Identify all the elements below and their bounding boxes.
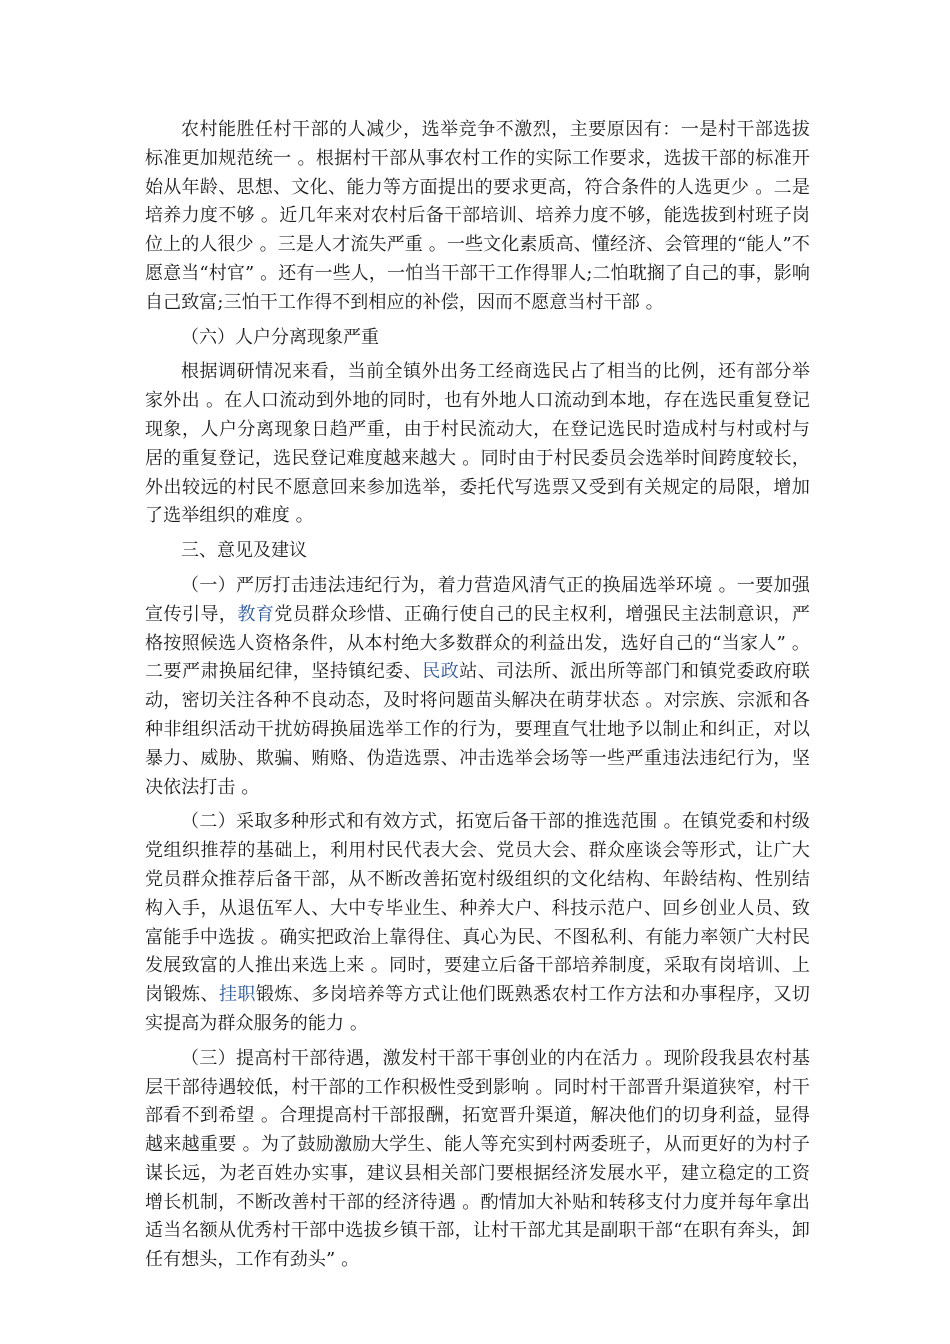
paragraph-3-text-b: 党员群众珍惜、正确行使自己的民主权利，增强民主法制意识，严格按照候选人资格条件，从本村绝大多数群众的利益出发，选好自己的“当家人” 。二要严肃换届纪律，坚持镇纪委、 xyxy=(145,603,810,683)
section-heading-6 xyxy=(145,324,810,353)
link-jiaoyu[interactable]: 教育 xyxy=(237,603,275,625)
link-minzheng[interactable]: 民政 xyxy=(422,661,460,683)
paragraph-3-text-c: 站、司法所、派出所等部门和镇党委政府联动，密切关注各种不良动态，及时将问题苗头解决在萌芽状态 。对宗族、宗派和各种非组织活动干扰妨碍换届选举工作的行为，要理直气壮地予以制止和纠正，对以暴力、威胁、欺骗、贿赂、伪造选票、冲击选举会场等一些严重违法违纪行为，坚决依法打击 。 xyxy=(145,661,811,798)
paragraph-5 xyxy=(145,1045,810,1275)
section-heading-3-text: 三、意见及建议 xyxy=(181,540,307,562)
paragraph-1 xyxy=(145,116,810,318)
paragraph-2-text: 根据调研情况来看，当前全镇外出务工经商选民占了相当的比例，还有部分举家外出 。在人口流动到外地的同时，也有外地人口流动到本地，存在选民重复登记现象，人户分离现象日趋严重，由于村民流动大，在登记选民时造成村与村或村与居的重复登记，选民登记难度越来越大 。同时由于村民委员会选举时间跨度较长，外出较远的村民不愿意回来参加选举，委托代写选票又受到有关规定的局限，增加了选举组织的难度 。 xyxy=(145,361,810,527)
section-heading-6-text: （六）人户分离现象严重 xyxy=(181,326,379,348)
paragraph-4-text-b: 锻炼、多岗培养等方式让他们既熟悉农村工作方法和办事程序，又切实提高为群众服务的能力 。 xyxy=(145,984,810,1034)
paragraph-3 xyxy=(145,572,810,802)
link-guazhi[interactable]: 挂职 xyxy=(218,984,256,1006)
paragraph-2 xyxy=(145,358,810,531)
document-page xyxy=(145,116,810,1281)
paragraph-1-text: 农村能胜任村干部的人减少，选举竞争不激烈，主要原因有：一是村干部选拔标准更加规范统一 。根据村干部从事农村工作的实际工作要求，选拔干部的标准开始从年龄、思想、文化、能力等方面提出的要求更高，符合条件的人选更少 。二是培养力度不够 。近几年来对农村后备干部培训、培养力度不够，能选拔到村班子岗位上的人很少 。三是人才流失严重 。一些文化素质高、懂经济、会管理的“能人”不愿意当“村官” 。还有一些人，一怕当干部干工作得罪人;二怕耽搁了自己的事，影响自己致富;三怕干工作得不到相应的补偿，因而不愿意当村干部 。 xyxy=(145,119,810,313)
paragraph-3-text-a: （一）严厉打击违法违纪行为，着力营造风清气正的换届选举环境 。一要加强宣传引导， xyxy=(145,574,810,625)
paragraph-5-text: （三）提高村干部待遇，激发村干部干事创业的内在活力 。现阶段我县农村基层干部待遇较低，村干部的工作积极性受到影响 。同时村干部晋升渠道狭窄，村干部看不到希望 。合理提高村干部报酬，拓宽晋升渠道，解决他们的切身利益，显得越来越重要 。为了鼓励激励大学生、能人等充实到村两委班子，从而更好的为村子谋长远，为老百姓办实事，建议县相关部门要根据经济发展水平，建立稳定的工资增长机制，不断改善村干部的经济待遇 。酌情加大补贴和转移支付力度并每年拿出适当名额从优秀村干部中选拔乡镇干部，让村干部尤其是副职干部“在职有奔头，卸任有想头，工作有劲头” 。 xyxy=(145,1047,810,1271)
paragraph-4 xyxy=(145,808,810,1038)
section-heading-3 xyxy=(145,537,810,566)
paragraph-4-text-a: （二）采取多种形式和有效方式，拓宽后备干部的推选范围 。在镇党委和村级党组织推荐的基础上，利用村民代表大会、党员大会、群众座谈会等形式，让广大党员群众推荐后备干部，从不断改善拓宽村级组织的文化结构、年龄结构、性别结构入手，从退伍军人、大中专毕业生、种养大户、科技示范户、回乡创业人员、致富能手中选拔 。确实把政治上靠得住、真心为民、不图私利、有能力率领广大村民发展致富的人推出来选上来 。同时，要建立后备干部培养制度，采取有岗培训、上岗锻炼、 xyxy=(145,811,810,1006)
